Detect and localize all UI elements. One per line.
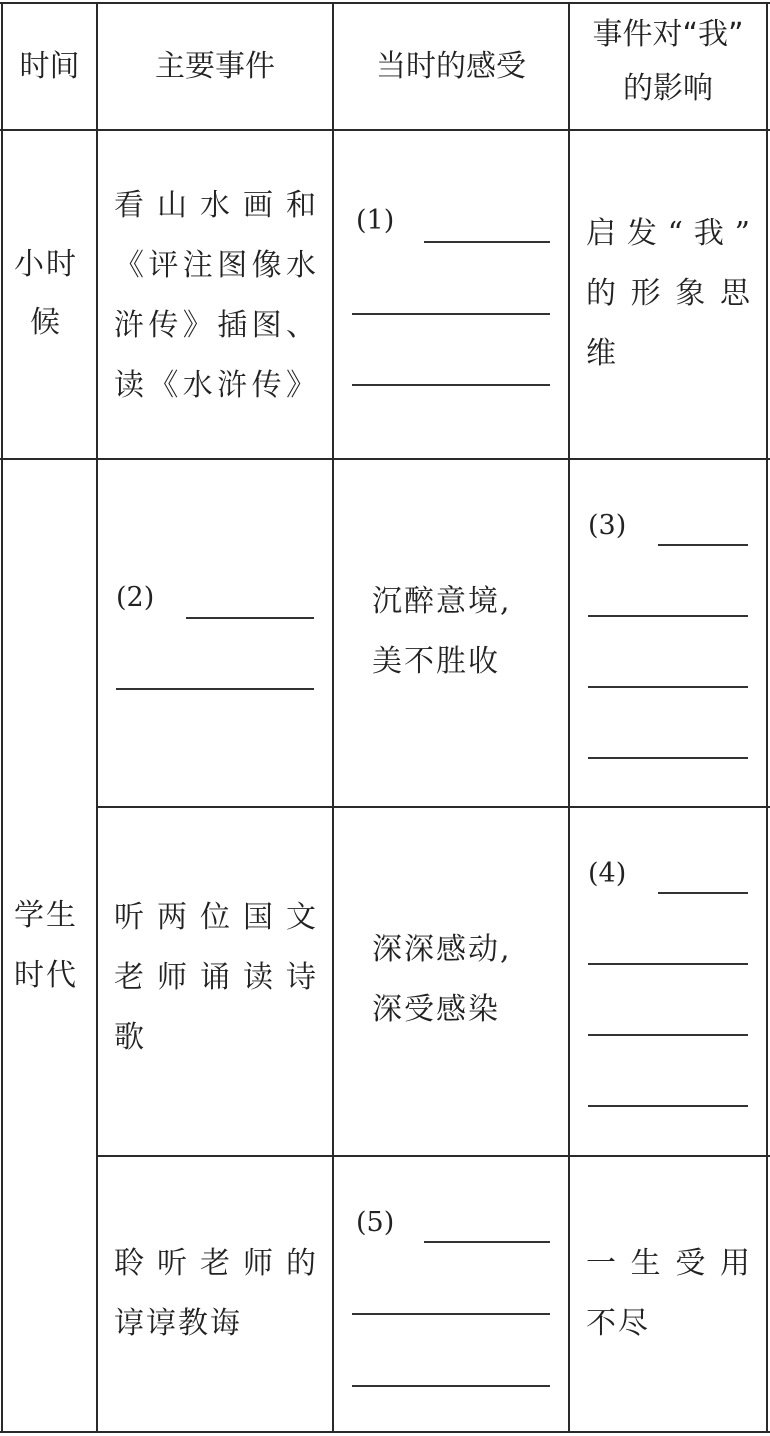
answer-line[interactable] [588,686,748,688]
row4-event [114,1234,318,1354]
answer-line[interactable] [588,963,748,965]
row3-event-line: 听两位国文 [114,900,318,935]
answer-line[interactable] [352,313,550,315]
row1-impact-line: 的形象思 [586,276,752,311]
student-time-line: 学生 [14,898,78,933]
row2-impact-answer[interactable] [570,460,766,806]
answer-line[interactable] [424,241,550,243]
header-time [3,4,96,129]
row1-event-line: 读《水浒传》 [114,368,318,403]
row1-event [114,176,318,416]
row3-event-line: 老师诵读诗 [114,960,318,995]
header-time-label: 时间 [19,48,80,84]
header-impact-line1: 事件对“我” [592,17,744,52]
row1-time [14,236,94,352]
student-time [14,886,94,1006]
row3-event [114,888,318,1068]
student-time-line: 时代 [14,958,78,993]
row1-time-line: 小时 [14,247,78,282]
row4-impact-line: 一生受用 [586,1246,752,1281]
row2-feeling-line: 沉醉意境, [372,584,512,619]
answer-line[interactable] [116,688,314,690]
row1-impact-line: 启发“我” [586,216,752,251]
row4-feeling-answer[interactable] [334,1157,568,1431]
row3-feeling-line: 深受感染 [372,992,500,1027]
answer-line[interactable] [352,384,550,386]
answer-line[interactable] [424,1241,550,1243]
blank-number-2: (2) [116,582,155,613]
row2-event-answer[interactable] [98,460,332,806]
header-feelings-label: 当时的感受 [376,48,526,84]
header-impact-line2: 的影响 [623,71,713,106]
answer-line[interactable] [658,544,748,546]
row1-event-line: 看山水画和 [114,188,318,223]
answer-line[interactable] [588,757,748,759]
answer-line[interactable] [352,1385,550,1387]
row3-feeling [372,920,552,1040]
blank-number-1: (1) [356,205,395,236]
blank-number-3: (3) [588,510,627,541]
header-events-label: 主要事件 [155,48,275,84]
row1-impact [586,204,752,384]
table-border-bottom [0,1431,770,1433]
row3-event-line: 歌 [114,1020,146,1055]
answer-line[interactable] [352,1313,550,1315]
row1-impact-line: 维 [586,336,618,371]
row3-feeling-line: 深深感动, [372,932,512,967]
blank-number-5: (5) [356,1207,395,1238]
row1-event-line: 《评注图像水 [114,248,318,283]
table-border-left [1,2,3,1433]
table-border-right [766,2,768,1433]
header-impact [570,14,766,124]
blank-number-4: (4) [588,858,627,889]
header-events [98,4,332,129]
row2-feeling-line: 美不胜收 [372,644,500,679]
row1-feeling-answer[interactable] [334,131,568,458]
answer-line[interactable] [588,1105,748,1107]
row3-impact-answer[interactable] [570,808,766,1155]
answer-line[interactable] [186,617,314,619]
row2-feeling [372,572,552,692]
row1-time-line: 候 [30,305,62,340]
row1-event-line: 浒传》插图、 [114,308,318,343]
row4-impact-line: 不尽 [586,1306,650,1341]
row4-event-line: 聆听老师的 [114,1246,318,1281]
answer-line[interactable] [658,892,748,894]
answer-line[interactable] [588,1034,748,1036]
row4-event-line: 谆谆教诲 [114,1306,242,1341]
header-feelings [334,4,568,129]
answer-line[interactable] [588,615,748,617]
row4-impact [586,1234,752,1354]
